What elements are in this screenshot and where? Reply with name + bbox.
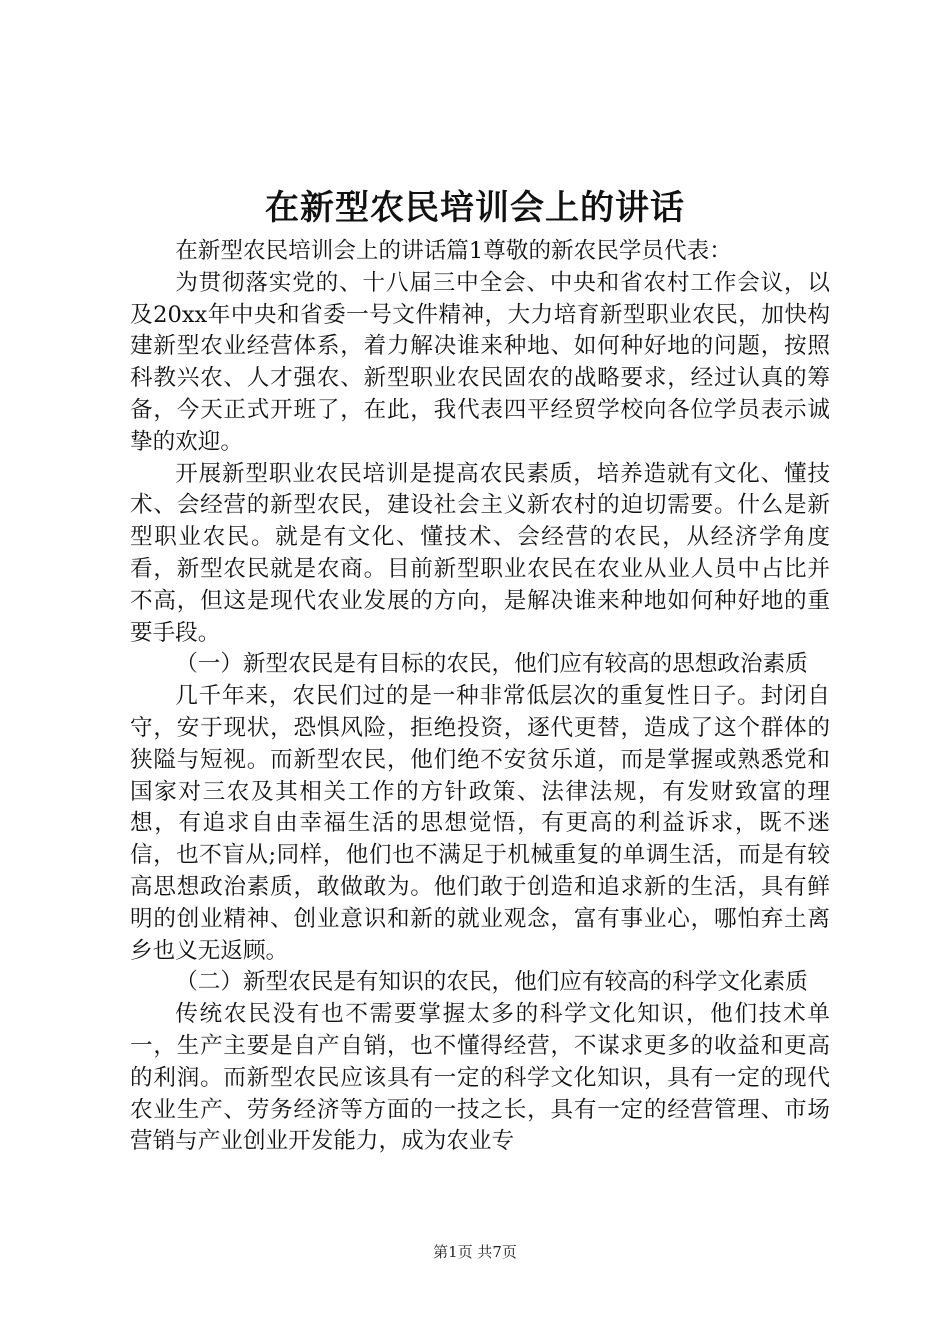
paragraph-opening: 为贯彻落实党的、十八届三中全会、中央和省农村工作会议，以及20xx年中央和省委一号文件精神，大力培育新型职业农民，加快构建新型农业经营体系，着力解决谁来种地、如何种好地的问题，按照科教兴农、人才强农、新型职业农民固农的战略要求，经过认真的筹备，今天正式开班了，在此，我代表四平经贸学校向各位学员表示诚挚的欢迎。 — [130, 269, 830, 455]
paragraph-section-2: 传统农民没有也不需要掌握太多的科学文化知识，他们技术单一，生产主要是自产自销，也不懂得经营，不谋求更多的收益和更高的利润。而新型农民应该具有一定的科学文化知识，具有一定的现代农业生产、劳务经济等方面的一技之长，具有一定的经营管理、市场营销与产业创业开发能力，成为农业专 — [130, 1001, 830, 1155]
paragraph-purpose: 开展新型职业农民培训是提高农民素质，培养造就有文化、懂技术、会经营的新型农民，建设社会主义新农村的迫切需要。什么是新型职业农民。就是有文化、懂技术、会经营的农民，从经济学角度看，新型农民就是农商。目前新型职业农民在农业从业人员中占比并不高，但这是现代农业发展的方向，是解决谁来种地如何种好地的重要手段。 — [130, 460, 830, 646]
section-heading-1: （一）新型农民是有目标的农民，他们应有较高的思想政治素质 — [175, 651, 808, 678]
paragraph-greeting: 在新型农民培训会上的讲话篇1尊敬的新农民学员代表： — [175, 238, 732, 264]
section-heading-2: （二）新型农民是有知识的农民，他们应有较高的科学文化素质 — [175, 969, 808, 996]
paragraph-section-1: 几千年来，农民们过的是一种非常低层次的重复性日子。封闭自守，安于现状，恐惧风险，拒绝投资，逐代更替，造成了这个群体的狭隘与短视。而新型农民，他们绝不安贫乐道，而是掌握或熟悉党和国家对三农及其相关工作的方针政策、法律法规，有发财致富的理想，有追求自由幸福生活的思想觉悟，有更高的利益诉求，既不迷信，也不盲从;同样，他们也不满足于机械重复的单调生活，而是有较高思想政治素质，敢做敢为。他们敢于创造和追求新的生活，具有鲜明的创业精神、创业意识和新的就业观念，富有事业心，哪怕弃土离乡也义无返顾。 — [130, 683, 830, 964]
page-number-footer: 第1页 共7页 — [433, 1243, 517, 1261]
document-title: 在新型农民培训会上的讲话 — [265, 188, 685, 228]
document-body — [130, 236, 830, 1158]
